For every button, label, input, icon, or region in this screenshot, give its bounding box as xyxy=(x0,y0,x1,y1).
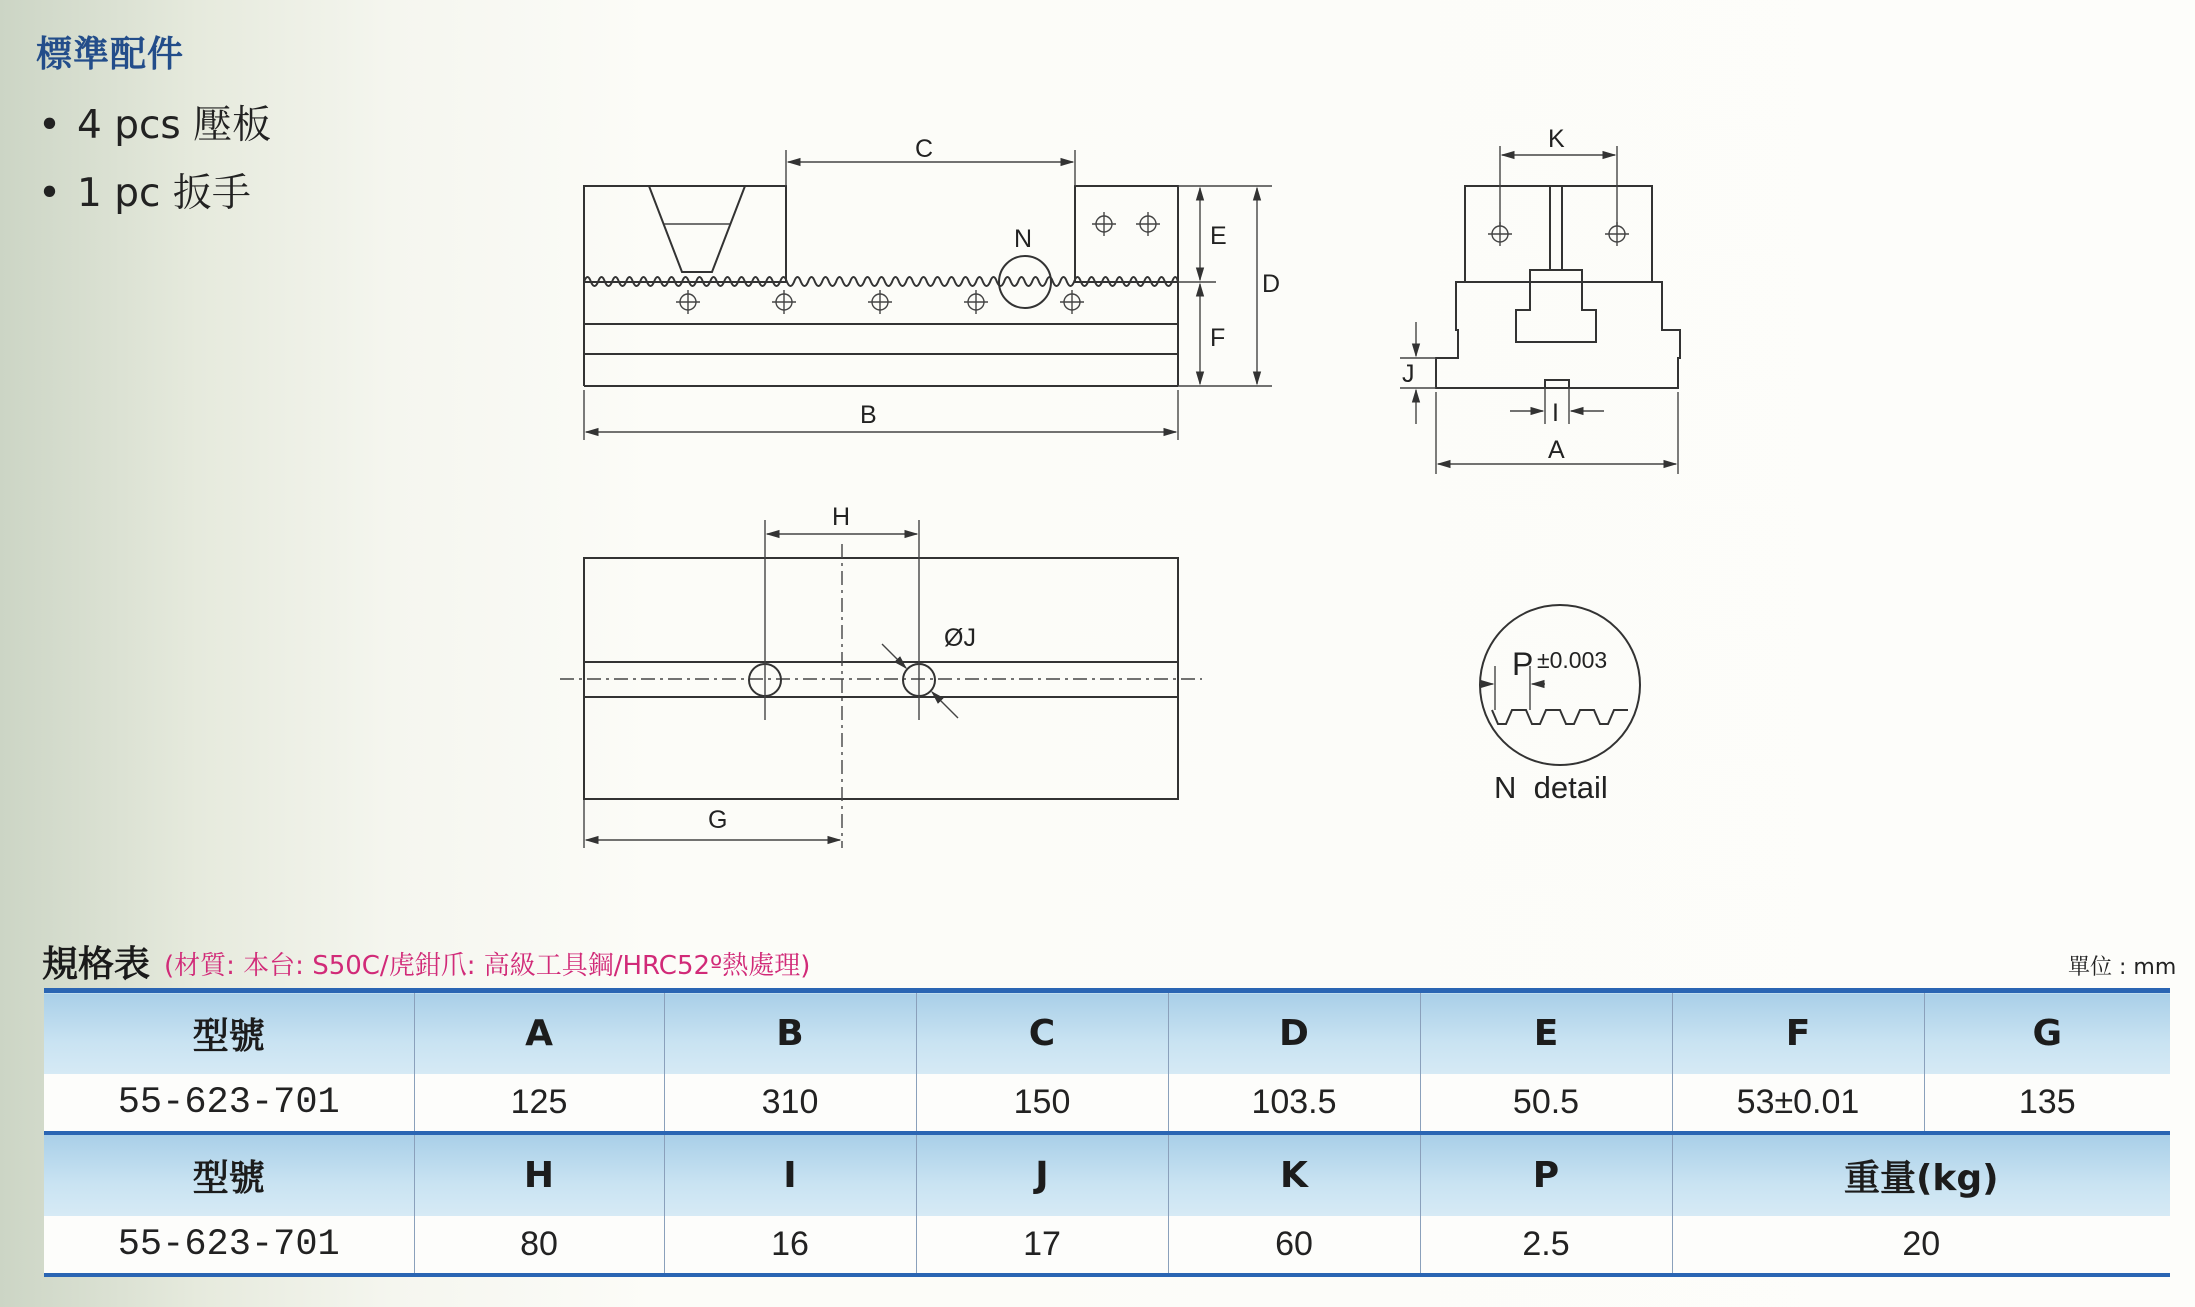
mounting-holes xyxy=(676,212,1160,314)
header-row xyxy=(44,991,2170,1075)
side-body xyxy=(1436,282,1680,388)
label-j: J xyxy=(1402,360,1415,388)
value-cell: 103.5 xyxy=(1168,1074,1420,1133)
header-cell: H xyxy=(414,1133,664,1216)
header-cell: I xyxy=(664,1133,916,1216)
detail-circle xyxy=(1480,605,1640,765)
model-cell: 55-623-701 xyxy=(44,1216,414,1275)
header-cell: 型號 xyxy=(44,1133,414,1216)
label-k: K xyxy=(1548,125,1565,153)
movable-jaw xyxy=(1075,186,1178,282)
value-cell: 125 xyxy=(414,1074,664,1133)
accessory-label: 4 pcs 壓板 xyxy=(77,103,272,148)
header-cell: 型號 xyxy=(44,991,414,1075)
detail-tolerance: ±0.003 xyxy=(1537,647,1608,673)
bullet: • xyxy=(38,103,62,148)
value-cell: 150 xyxy=(916,1074,1168,1133)
label-phi-j: ØJ xyxy=(944,624,976,652)
label-h: H xyxy=(832,503,851,531)
detail-pitch-label: P xyxy=(1512,646,1534,682)
value-cell: 20 xyxy=(1672,1216,2170,1275)
value-cell: 50.5 xyxy=(1420,1074,1672,1133)
value-cell: 17 xyxy=(916,1216,1168,1275)
jaw-vee xyxy=(649,186,745,272)
value-cell: 60 xyxy=(1168,1216,1420,1275)
detail-teeth xyxy=(1492,710,1628,724)
value-cell: 80 xyxy=(414,1216,664,1275)
label-e: E xyxy=(1210,222,1227,250)
label-f: F xyxy=(1210,324,1226,352)
value-cell: 53±0.01 xyxy=(1672,1074,1924,1133)
fixed-jaw xyxy=(584,186,786,282)
value-cell: 310 xyxy=(664,1074,916,1133)
header-cell: J xyxy=(916,1133,1168,1216)
model-cell: 55-623-701 xyxy=(44,1074,414,1133)
front-view xyxy=(584,135,1280,440)
header-cell: 重量(kg) xyxy=(1672,1133,2170,1216)
header-cell: D xyxy=(1168,991,1420,1075)
value-cell: 135 xyxy=(1924,1074,2170,1133)
header-cell: E xyxy=(1420,991,1672,1075)
spec-table-title: 規格表 xyxy=(42,944,151,985)
label-i: I xyxy=(1552,399,1559,427)
label-b: B xyxy=(860,401,877,429)
material-note: (材質: 本台: S50C/虎鉗爪: 高級工具鋼/HRC52º熱處理) xyxy=(164,951,811,981)
label-n: N xyxy=(1014,225,1033,253)
spec-table xyxy=(44,988,2170,1277)
table-row xyxy=(44,1216,2170,1275)
header-cell: A xyxy=(414,991,664,1075)
header-row xyxy=(44,1133,2170,1216)
header-cell: P xyxy=(1420,1133,1672,1216)
accessories-title: 標準配件 xyxy=(36,34,185,75)
t-slot-key xyxy=(1516,270,1596,342)
label-d: D xyxy=(1262,270,1281,298)
detail-caption: N detail xyxy=(1494,770,1608,805)
accessory-label: 1 pc 扳手 xyxy=(77,171,251,216)
header-cell: F xyxy=(1672,991,1924,1075)
table-row xyxy=(44,1074,2170,1133)
unit-label: 單位 : mm xyxy=(2068,955,2177,980)
side-view xyxy=(1400,125,1680,474)
header-cell: K xyxy=(1168,1133,1420,1216)
label-g: G xyxy=(708,806,728,834)
label-c: C xyxy=(915,135,934,163)
bullet: • xyxy=(38,171,62,216)
header-cell: C xyxy=(916,991,1168,1075)
n-detail xyxy=(1480,605,1640,805)
value-cell: 16 xyxy=(664,1216,916,1275)
bottom-view xyxy=(560,503,1202,848)
label-a: A xyxy=(1548,436,1565,464)
header-cell: G xyxy=(1924,991,2170,1075)
value-cell: 2.5 xyxy=(1420,1216,1672,1275)
header-cell: B xyxy=(664,991,916,1075)
